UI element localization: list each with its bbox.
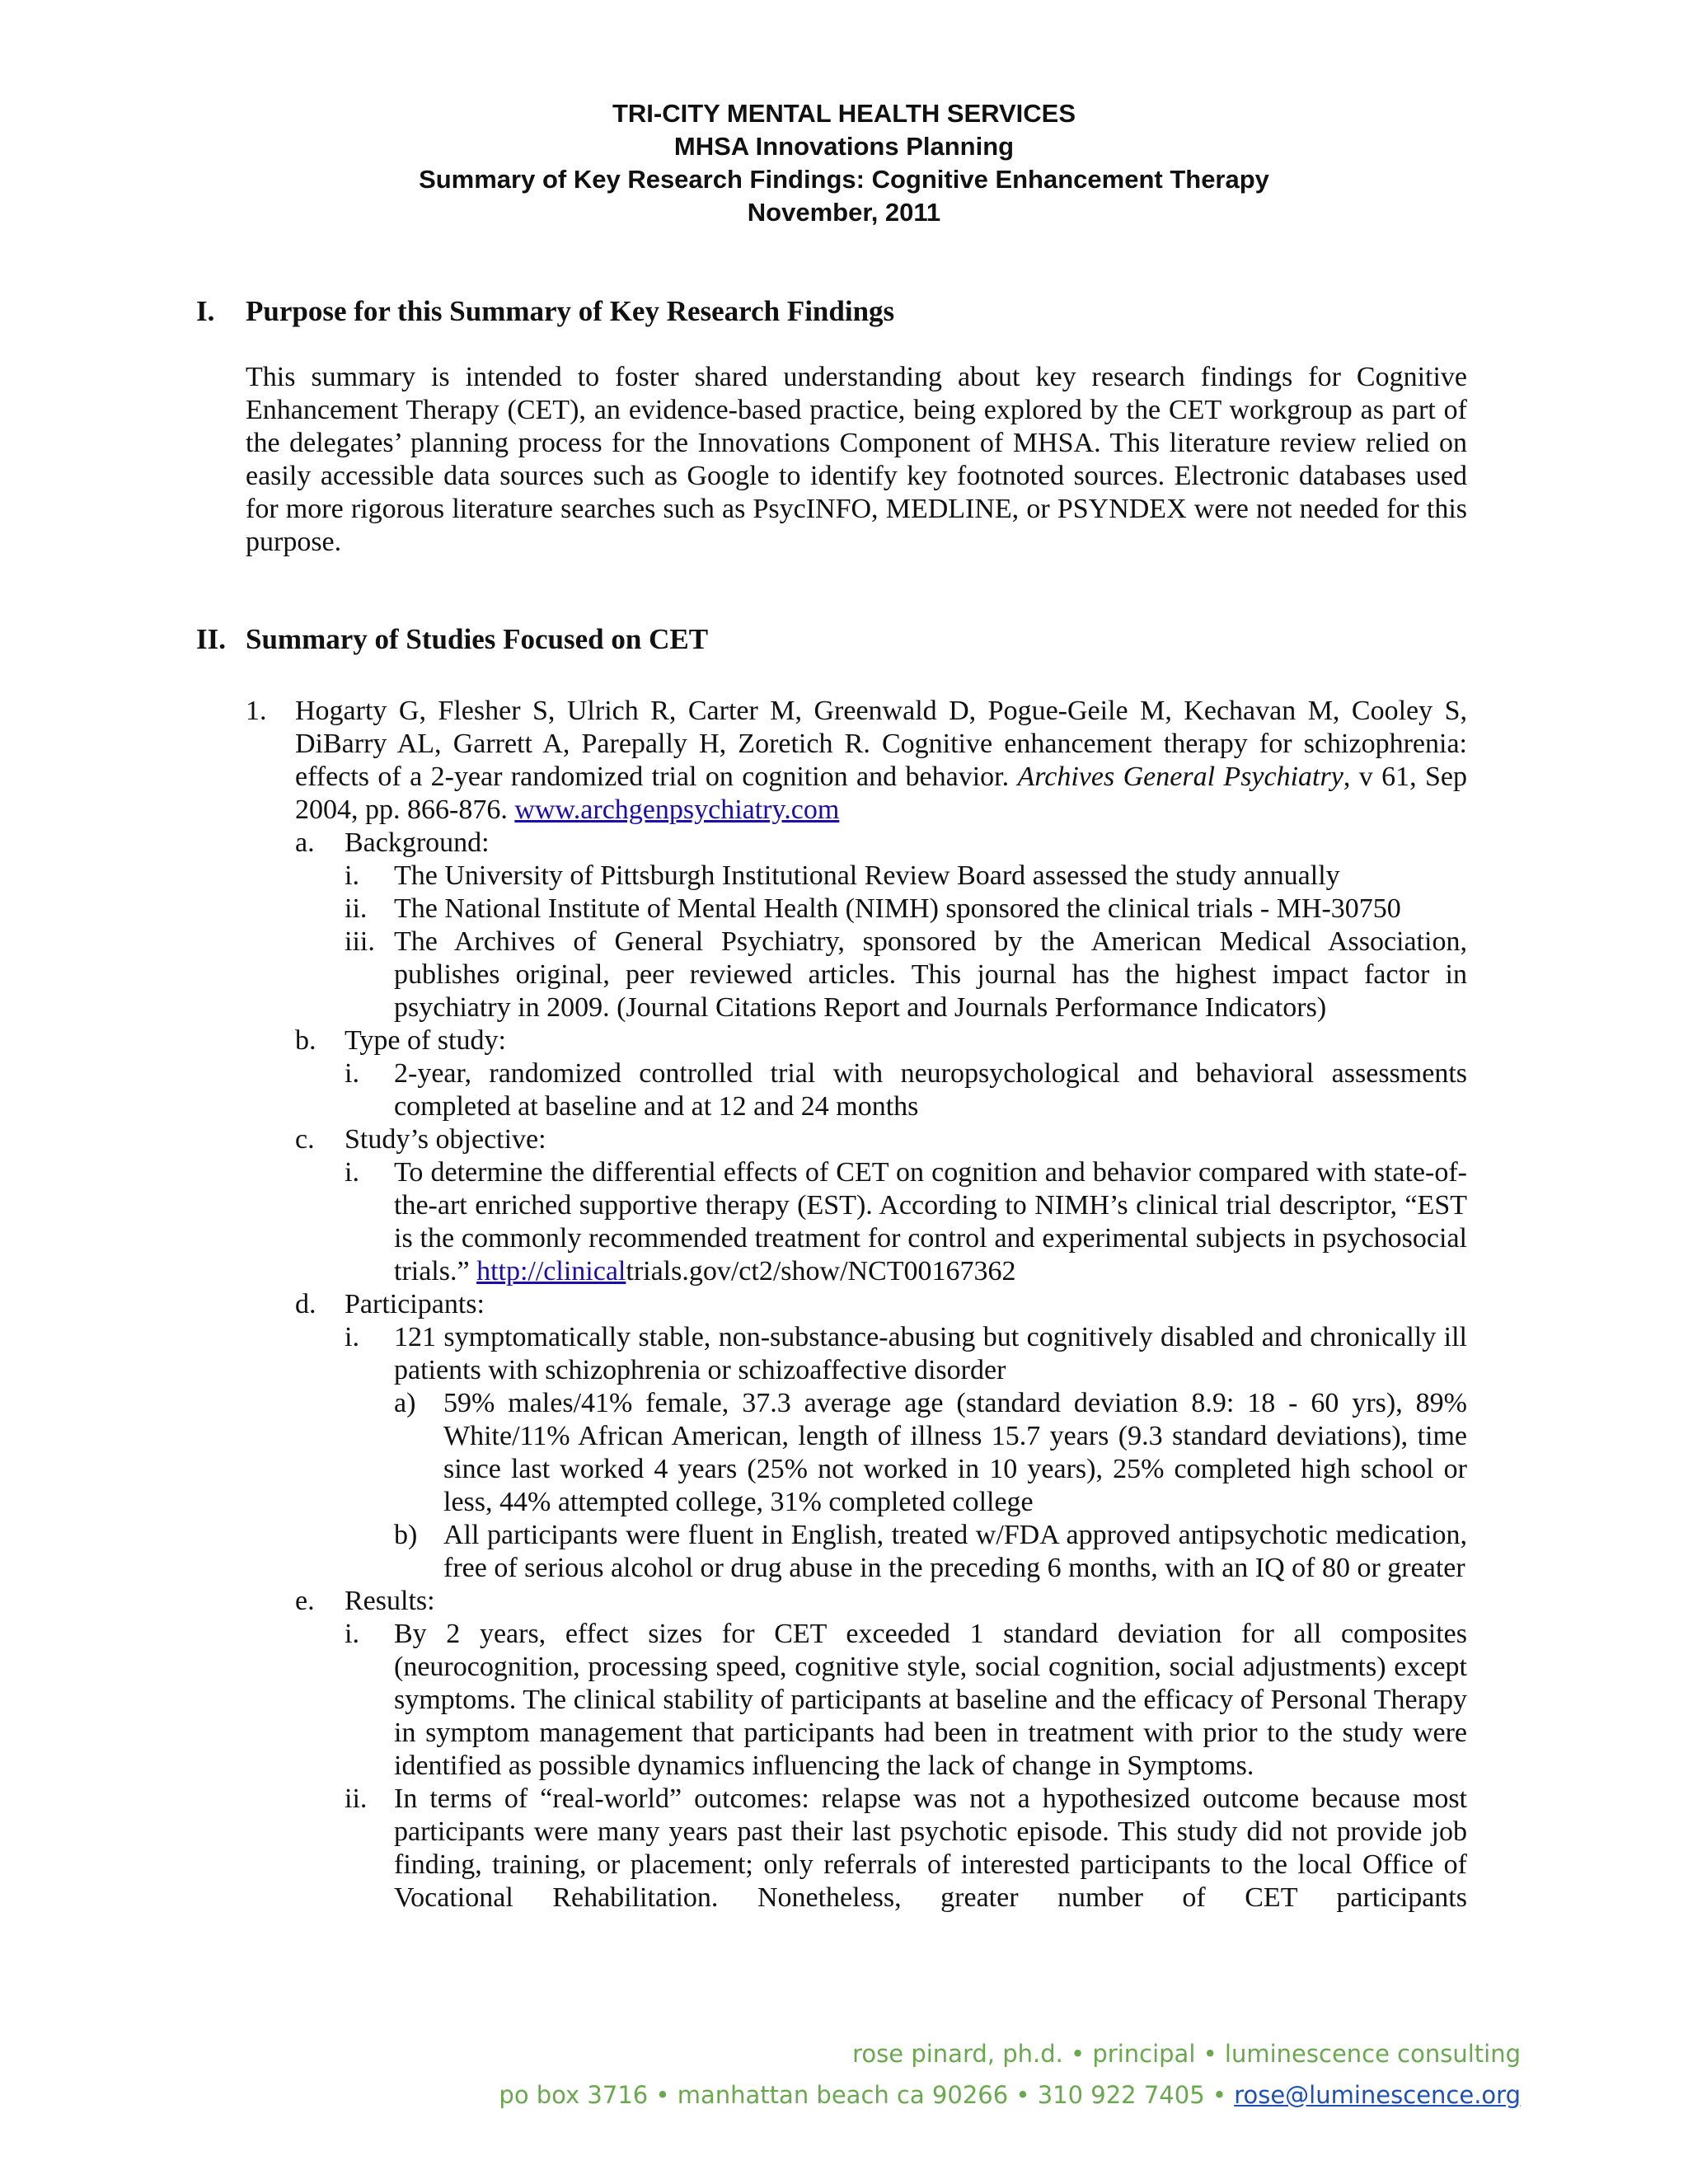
list-item [196,1057,1467,1123]
list-marker: d. [295,1289,316,1319]
header-document-title: Summary of Key Research Findings: Cognitive Enhancement Therapy [419,165,1269,194]
list-item-label: Participants: [345,1289,485,1319]
list-subitem [196,1519,1467,1585]
section-heading-studies [196,623,708,656]
list-item-label: Results: [345,1586,435,1616]
section-title: Purpose for this Summary of Key Research Findings [246,295,895,327]
list-item [196,1156,1467,1288]
list-item-text: The University of Pittsburgh Institutional Review Board assessed the study annually [394,860,1340,891]
footer-contact-line: rose pinard, ph.d. • principal • luminescence consulting [852,2040,1521,2068]
list-item-text: All participants were fluent in English, treated w/FDA approved antipsychotic medication, free of serious alcohol or drug abuse in the preceding 6 months, with an IQ of 80 or greater [443,1520,1467,1583]
list-marker: iii. [345,926,375,957]
list-item-results [196,1585,1467,1618]
list-marker: 1. [246,696,267,726]
section-number: II. [196,623,226,655]
list-item-label: Study’s objective: [345,1124,546,1155]
list-marker: b) [394,1520,418,1550]
list-marker: i. [345,1619,359,1649]
list-marker: ii. [345,1783,368,1814]
list-item [196,1618,1467,1783]
list-item-participants [196,1288,1467,1321]
list-item-text: 121 symptomatically stable, non-substance-abusing but cognitively disabled and chronically ill patients with schizophrenia or schizoaffective disorder [394,1322,1467,1385]
list-marker: i. [345,860,359,891]
citation-details: , v 61, Sep 2004, pp. 866-876. [295,762,1468,825]
list-marker: a. [295,827,315,858]
list-item-label: Type of study: [345,1025,506,1056]
list-item-background [196,827,1467,860]
list-marker: i. [345,1058,359,1089]
purpose-paragraph: This summary is intended to foster shared understanding about key research findings for Cognitive Enhancement Therapy (CET), an evidence-based practice, being explored by the CET workgroup as part of the delegates’ planning process for the Innovations Component of MHSA. This literature review relied on easily accessible data sources such as Google to identify key footnoted sources. Electronic databases used for more rigorous literature searches such as PsycINFO, MEDLINE, or PSYNDEX were not needed for this purpose. [246,362,1467,557]
header-date: November, 2011 [747,198,941,227]
list-marker: c. [295,1124,315,1155]
list-marker: a) [394,1388,416,1418]
section-number: I. [196,295,215,327]
list-item [196,893,1467,926]
footer-address-line [0,2079,1521,2111]
list-marker: b. [295,1025,316,1056]
footer-email-link[interactable]: rose@luminescence.org [1234,2081,1521,2109]
document-header [0,97,1688,229]
section-heading-purpose [196,295,894,328]
citation-text: Hogarty G, Flesher S, Ulrich R, Carter M, Greenwald D, Pogue-Geile M, Kechavan M, Cooley S, DiBarry AL, Garrett A, Parepally H, Zoretich R. Cognitive enhancement therapy for schizophrenia: effects of a 2-year randomized trial on cognition and behavior. [295,696,1467,792]
list-item-type-of-study [196,1024,1467,1057]
list-item [196,1321,1467,1387]
list-item-text: 2-year, randomized controlled trial with neuropsychological and behavioral assessments completed at baseline and at 12 and 24 months [394,1058,1467,1122]
footer-address: po box 3716 • manhattan beach ca 90266 • 310 922 7405 • [499,2081,1235,2109]
journal-link[interactable]: www.archgenpsychiatry.com [514,794,840,825]
list-marker: ii. [345,893,368,924]
list-item-objective [196,1123,1467,1156]
list-item-text: 59% males/41% female, 37.3 average age (standard deviation 8.9: 18 - 60 yrs), 89% White/11% African American, length of illness 15.7 years (9.3 standard deviations), time since last worked 4 years (25% not worked in 10 years), 25% completed high school or less, 44% attempted college, 31% completed college [443,1388,1467,1517]
clinical-trials-link[interactable]: http://clinical [476,1256,626,1286]
list-marker: i. [345,1157,359,1188]
header-program: MHSA Innovations Planning [673,132,1015,161]
list-marker: e. [295,1586,315,1616]
list-subitem [196,1387,1467,1519]
list-item-text: By 2 years, effect sizes for CET exceeded 1 standard deviation for all composites (neurocognition, processing speed, cognitive style, social cognition, social adjustments) except symptoms. The clinical stability of participants at baseline and the efficacy of Personal Therapy in symptom management that participants had been in treatment with prior to the study were identified as possible dynamics influencing the lack of change in Symptoms. [394,1619,1467,1781]
list-item-label: Background: [345,827,490,858]
section-title: Summary of Studies Focused on CET [246,623,709,655]
list-item-text: The National Institute of Mental Health (NIMH) sponsored the clinical trials - MH-30750 [394,893,1401,924]
studies-list [196,695,1467,1915]
list-item [196,860,1467,893]
list-item [196,1783,1467,1915]
list-item-text: The Archives of General Psychiatry, sponsored by the American Medical Association, publishes original, peer reviewed articles. This journal has the highest impact factor in psychiatry in 2009. (Journal Citations Report and Journals Performance Indicators) [394,926,1467,1023]
list-item-text: In terms of “real-world” outcomes: relapse was not a hypothesized outcome because most participants were many years past their last psychotic episode. This study did not provide job finding, training, or placement; only referrals of interested participants to the local Office of Vocational Rehabilitation. Nonetheless, greater number of CET participants [394,1783,1467,1913]
link-continuation: trials.gov/ct2/show/NCT00167362 [626,1256,1016,1286]
list-item [196,926,1467,1024]
list-item-text: To determine the differential effects of CET on cognition and behavior compared with state-of-the-art enriched supportive therapy (EST). According to NIMH’s clinical trial descriptor, “EST is the commonly recommended treatment for control and experimental subjects in psychosocial trials.” [394,1157,1467,1286]
list-marker: i. [345,1322,359,1352]
citation-journal: Archives General Psychiatry [1017,762,1343,792]
header-organization: TRI-CITY MENTAL HEALTH SERVICES [612,99,1076,128]
study-citation [196,695,1467,827]
